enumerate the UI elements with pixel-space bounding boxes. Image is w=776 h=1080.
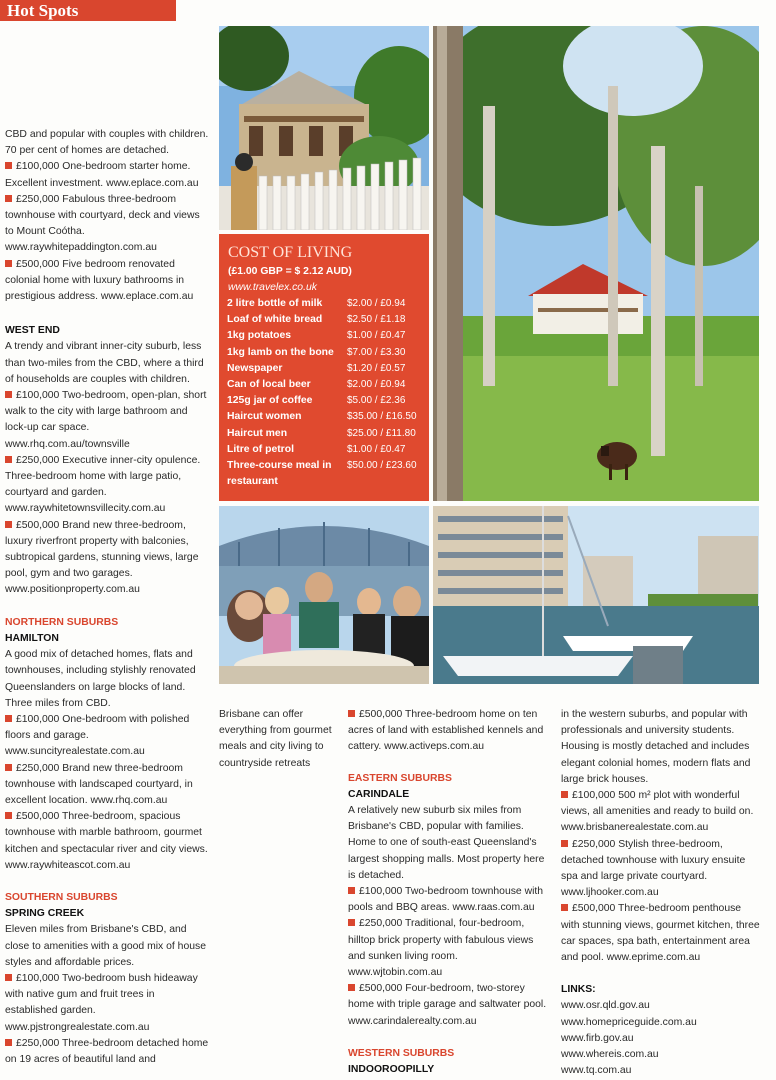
region-heading: WESTERN SUBURBS: [348, 1047, 455, 1059]
suburb-heading: HAMILTON: [5, 632, 59, 644]
listing: £100,000 Two-bedroom townhouse with pools and BBQ areas. www.raas.com.au: [348, 884, 553, 916]
listing: £250,000 Traditional, four-bedroom, hilltop brick property with fabulous views and sunken living room. www.wjtobin.com.au: [348, 916, 553, 981]
listing: £500,000 Three-bedroom penthouse with stunning views, gourmet kitchen, three car spaces, spa bath, entertainment area and pool. www.eprime.com.au: [561, 901, 761, 966]
suburb-description: Eleven miles from Brisbane's CBD, and close to amenities with a good mix of house styles and affordable prices.: [5, 924, 206, 968]
section-banner: [0, 0, 176, 21]
price-table: [227, 296, 423, 490]
suburb-heading: WEST END: [5, 325, 60, 337]
listing: £250,000 Fabulous three-bedroom townhouse with courtyard, deck and views to Mount Coótha. www.raywhitepaddington.com.au: [5, 192, 210, 257]
diners-bridge-photo: [219, 506, 429, 684]
photo-caption: Brisbane can offer everything from gourmet meals and city living to countryside retreats: [219, 709, 332, 769]
intro-text: CBD and popular with couples with children. 70 per cent of homes are detached.: [5, 129, 209, 157]
northern-block: [5, 615, 210, 874]
links-block: [561, 982, 761, 1079]
listing: £250,000 Brand new three-bedroom townhouse with landscaped courtyard, in excellent location. www.rhq.com.au: [5, 761, 210, 810]
western-block: [348, 1046, 553, 1078]
exchange-rate: (£1.00 GBP = $ 2.12 AUD): [228, 266, 352, 277]
cost-of-living-panel: [219, 234, 429, 501]
listing: £500,000 Brand new three-bedroom, luxury riverfront property with balconies, subtropical gardens, stunning views, large pool, gym and two garages. www.positionproperty.com.au: [5, 518, 210, 599]
region-heading: EASTERN SUBURBS: [348, 772, 452, 784]
region-heading: NORTHERN SUBURBS: [5, 616, 119, 628]
link[interactable]: www.tq.com.au: [561, 1065, 632, 1077]
west-end-block: [5, 323, 210, 598]
table-row: Litre of petrol $1.00 / £0.47: [227, 443, 406, 455]
listing: £500,000 Four-bedroom, two-storey home with triple garage and saltwater pool. www.carindalerealty.com.au: [348, 981, 553, 1030]
marina-apartments-photo: [433, 506, 759, 684]
panel-website: www.travelex.co.uk: [228, 282, 317, 293]
section-title: Hot Spots: [7, 1, 79, 20]
links-heading: LINKS:: [561, 984, 596, 996]
suburb-heading: SPRING CREEK: [5, 908, 85, 920]
photo-caption-column: [219, 707, 337, 772]
listing: £100,000 500 m² plot with wonderful views, all amenities and ready to build on. www.brisbanerealestate.com.au: [561, 788, 761, 837]
table-row: 1kg potatoes $1.00 / £0.47: [227, 330, 406, 342]
table-row: Three-course meal in restaurant $50.00 / £23.60: [227, 460, 417, 488]
park-trees-cow-photo: [433, 26, 759, 501]
suburb-heading: CARINDALE: [348, 788, 410, 800]
column-3: [348, 707, 553, 1078]
link[interactable]: www.whereis.com.au: [561, 1049, 659, 1061]
panel-title: COST OF LIVING: [228, 244, 353, 261]
listing: £100,000 One-bedroom starter home. Excellent investment. www.eplace.com.au: [5, 159, 210, 191]
table-row: 125g jar of coffee $5.00 / £2.36: [227, 395, 406, 407]
listing: £250,000 Three-bedroom detached home on 19 acres of beautiful land and: [5, 1036, 210, 1068]
suburb-description: A good mix of detached homes, flats and townhouses, including stylishly renovated Queenslanders on large blocks of land. Three miles from CBD.: [5, 649, 196, 709]
column-1: [5, 127, 210, 1068]
suburb-heading: INDOOROOPILLY: [348, 1064, 435, 1076]
listing: £250,000 Executive inner-city opulence. Three-bedroom home with large patio, courtyard and garden. www.raywhitetownsvillecity.com.au: [5, 453, 210, 518]
listing: £250,000 Stylish three-bedroom, detached townhouse with luxury ensuite spa and large private courtyard. www.ljhooker.com.au: [561, 837, 761, 902]
link[interactable]: www.osr.qld.gov.au: [561, 1000, 650, 1012]
colonial-house-photo: [219, 26, 429, 230]
table-row: Loaf of white bread $2.50 / £1.18: [227, 314, 406, 326]
suburb-description: in the western suburbs, and popular with professionals and university students. Housing is mostly detached and includes elegant colonial homes, modern flats and large brick houses.: [561, 709, 751, 785]
table-row: Haircut women $35.00 / £16.50: [227, 411, 417, 423]
link[interactable]: www.firb.gov.au: [561, 1032, 634, 1044]
listing: £500,000 Three-bedroom, spacious townhouse with marble bathroom, gourmet kitchen and spectacular river and city views. www.raywhiteascot.com.au: [5, 809, 210, 874]
southern-block: [5, 890, 210, 1068]
table-row: 1kg lamb on the bone $7.00 / £3.30: [227, 346, 406, 358]
listing: £100,000 Two-bedroom, open-plan, short walk to the city with large bathroom and lock-up car space. www.rhq.com.au/townsville: [5, 388, 210, 453]
table-row: 2 litre bottle of milk $2.00 / £0.94: [227, 298, 406, 309]
eastern-block: [348, 771, 553, 1030]
listing: £100,000 Two-bedroom bush hideaway with native gum and fruit trees in established garden. www.pjstrongrealestate.com.au: [5, 971, 210, 1036]
column-4: [561, 707, 761, 1079]
link[interactable]: www.homepriceguide.com.au: [561, 1016, 697, 1028]
listing: £500,000 Three-bedroom home on ten acres of land with established kennels and cattery. www.activeps.com.au: [348, 707, 553, 756]
suburb-description: A trendy and vibrant inner-city suburb, less than two-miles from the CBD, where a third of households are couples with children.: [5, 341, 204, 385]
table-row: Can of local beer $2.00 / £0.94: [227, 379, 406, 391]
table-row: Newspaper $1.20 / £0.57: [227, 362, 406, 374]
listing: £100,000 One-bedroom with polished floors and garage. www.suncityrealestate.com.au: [5, 712, 210, 761]
suburb-description: A relatively new suburb six miles from Brisbane's CBD, popular with families. Home to one of south-east Queensland's largest shopping malls. Most property here is detached.: [348, 805, 545, 881]
listing: £500,000 Five bedroom renovated colonial home with luxury bathrooms in prestigious address. www.eplace.com.au: [5, 257, 210, 306]
intro-listings: [5, 159, 210, 305]
region-heading: SOUTHERN SUBURBS: [5, 891, 118, 903]
table-row: Haircut men $25.00 / £11.80: [227, 427, 416, 439]
